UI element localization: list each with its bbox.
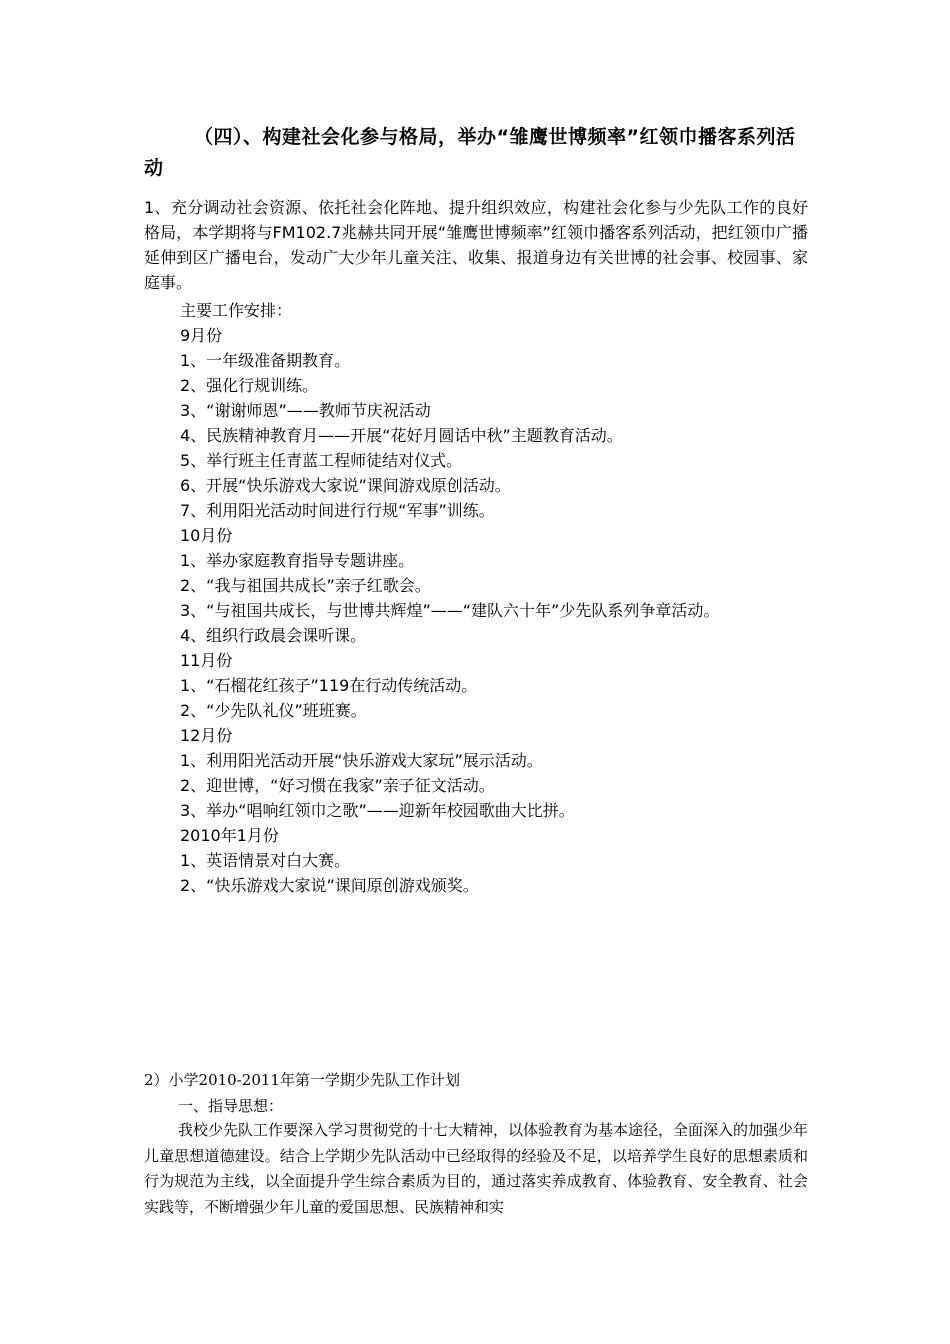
plan-item: 1、“石榴花红孩子”119在行动传统活动。 <box>180 676 478 695</box>
plan-item: 2、“我与祖国共成长”亲子红歌会。 <box>180 576 431 595</box>
plan-item: 1、英语情景对白大赛。 <box>180 851 351 870</box>
plan-item: 1、一年级准备期教育。 <box>180 351 351 370</box>
plan-item: 3、举办“唱响红领巾之歌”——迎新年校园歌曲大比拼。 <box>180 801 575 820</box>
plan-item: 2、“少先队礼仪”班班赛。 <box>180 701 367 720</box>
month-heading-january: 2010年1月份 <box>180 826 279 845</box>
intro-paragraph: 1、充分调动社会资源、依托社会化阵地、提升组织效应，构建社会化参与少先队工作的良好格局，本学期将与FM102.7兆赫共同开展“雏鹰世博频率”红领巾播客系列活动，把红领巾广播延伸到区广播电台，发动广大少年儿童关注、收集、报道身边有关世博的社会事、校园事、家庭事。 <box>144 198 808 292</box>
section-title: （四）、构建社会化参与格局，举办“雏鹰世博频率”红领巾播客系列活动 <box>144 126 796 179</box>
month-heading-december: 12月份 <box>180 726 233 745</box>
plan-item: 1、利用阳光活动开展“快乐游戏大家玩”展示活动。 <box>180 751 543 770</box>
plan-item: 7、利用阳光活动时间进行行规“军事”训练。 <box>180 501 495 520</box>
plan-item: 1、举办家庭教育指导专题讲座。 <box>180 551 415 570</box>
month-heading-november: 11月份 <box>180 651 233 670</box>
plan-heading: 主要工作安排： <box>180 301 293 320</box>
month-heading-september: 9月份 <box>180 326 223 345</box>
plan-item: 2、“快乐游戏大家说”课间原创游戏颁奖。 <box>180 876 479 895</box>
month-heading-october: 10月份 <box>180 526 233 545</box>
document-2-title: 2）小学2010-2011年第一学期少先队工作计划 <box>144 1071 460 1089</box>
plan-item: 2、迎世博，“好习惯在我家”亲子征文活动。 <box>180 776 495 795</box>
plan-item: 3、“谢谢师恩”——教师节庆祝活动 <box>180 401 431 420</box>
plan-item: 2、强化行规训练。 <box>180 376 319 395</box>
plan-item: 4、民族精神教育月——开展“花好月圆话中秋”主题教育活动。 <box>180 426 623 445</box>
work-plan-list <box>180 298 719 898</box>
guiding-ideology-heading: 一、指导思想： <box>178 1097 284 1115</box>
plan-item: 3、“与祖国共成长，与世博共辉煌”——“建队六十年”少先队系列争章活动。 <box>180 601 720 620</box>
plan-item: 4、组织行政晨会课听课。 <box>180 626 367 645</box>
plan-item: 6、开展“快乐游戏大家说”课间游戏原创活动。 <box>180 476 511 495</box>
plan-item: 5、举行班主任青蓝工程师徒结对仪式。 <box>180 451 463 470</box>
guiding-ideology-paragraph: 我校少先队工作要深入学习贯彻党的十七大精神，以体验教育为基本途径，全面深入的加强少年儿童思想道德建设。结合上学期少先队活动中已经取得的经验及不足，以培养学生良好的思想素质和行为规范为主线，以全面提升学生综合素质为目的，通过落实养成教育、体验教育、安全教育、社会实践等，不断增强少年儿童的爱国思想、民族精神和实 <box>144 1121 809 1216</box>
